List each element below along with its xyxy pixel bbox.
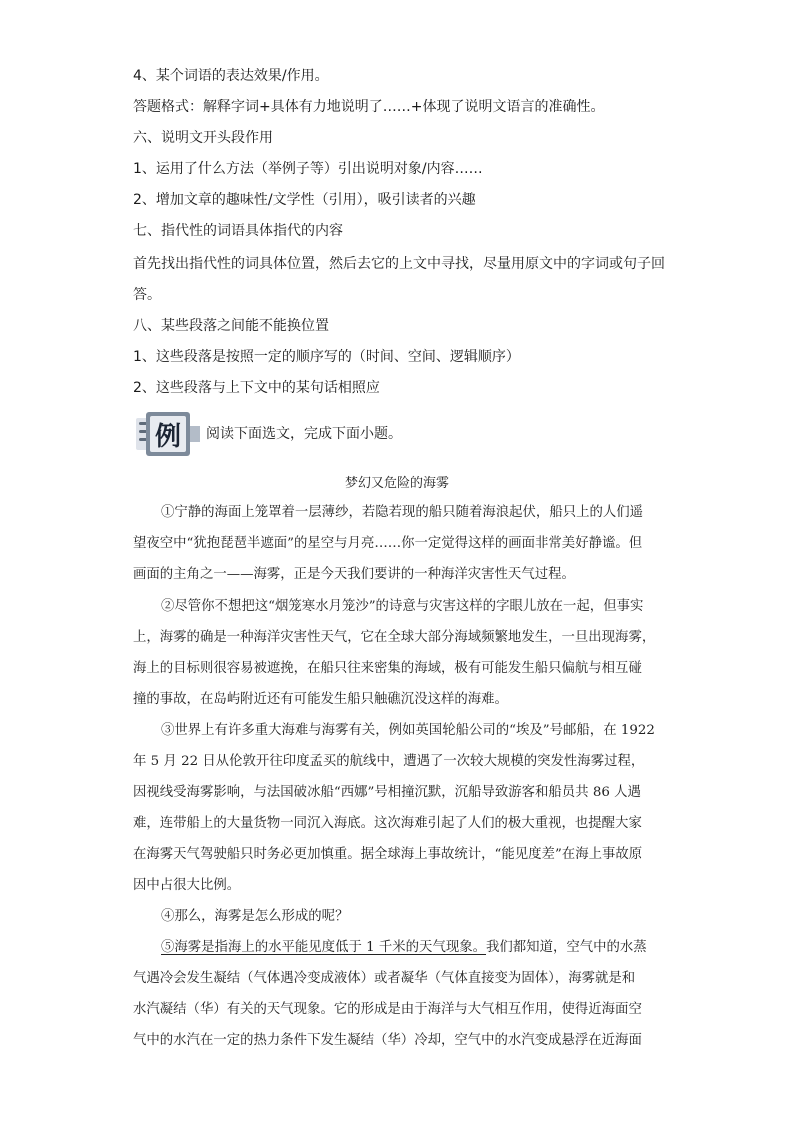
article-line: ②尽管你不想把这“烟笼寒水月笼沙”的诗意与灾害这样的字眼儿放在一起，但事实 bbox=[161, 599, 644, 614]
article-line: 因中占很大比例。 bbox=[133, 878, 241, 893]
section-heading: 六、说明文开头段作用 bbox=[133, 130, 273, 146]
section-heading: 八、某些段落之间能不能换位置 bbox=[133, 318, 329, 334]
article-line: 画面的主角之一——海雾，正是今天我们要讲的一种海洋灾害性天气过程。 bbox=[133, 567, 575, 582]
article-line bbox=[161, 938, 647, 958]
article-line: ③世界上有许多重大海难与海雾有关，例如英国轮船公司的“埃及”号邮船，在 1922 bbox=[161, 723, 655, 738]
example-badge-icon bbox=[136, 412, 200, 456]
article-line: ①宁静的海面上笼罩着一层薄纱，若隐若现的船只随着海浪起伏，船只上的人们遥 bbox=[161, 505, 644, 520]
article-line: 难，连带船上的大量货物一同沉入海底。这次海难引起了人们的极大重视，也提醒大家 bbox=[133, 816, 642, 831]
article-title: 梦幻又危险的海雾 bbox=[344, 476, 449, 491]
note-line: 答。 bbox=[133, 287, 161, 303]
article-line: 上，海雾的确是一种海洋灾害性天气，它在全球大部分海域频繁地发生，一旦出现海雾， bbox=[133, 630, 656, 645]
article-line: 望夜空中“犹抱琵琶半遮面”的星空与月亮……你一定觉得这样的画面非常美好静谧。但 bbox=[133, 536, 643, 551]
note-line: 答题格式：解释字词+具体有力地说明了……+体现了说明文语言的准确性。 bbox=[133, 99, 605, 115]
article-line: 在海雾天气驾驶船只时务必更加慎重。据全球海上事故统计，“能见度差”在海上事故原 bbox=[133, 847, 643, 862]
note-line: 2、这些段落与上下文中的某句话相照应 bbox=[133, 380, 380, 396]
article-line: 水汽凝结（华）有关的天气现象。它的形成是由于海洋与大气相互作用，使得近海面空 bbox=[133, 1002, 642, 1017]
section-heading: 七、指代性的词语具体指代的内容 bbox=[133, 223, 343, 239]
article-line: 气中的水汽在一定的热力条件下发生凝结（华）冷却，空气中的水汽变成悬浮在近海面 bbox=[133, 1033, 642, 1048]
article-line: 海上的目标则很容易被遮挽，在船只往来密集的海域，极有可能发生船只偏航与相互碰 bbox=[133, 661, 642, 676]
note-line: 1、这些段落是按照一定的顺序写的（时间、空间、逻辑顺序） bbox=[133, 349, 520, 365]
example-badge-char: 例 bbox=[150, 416, 186, 452]
note-line: 2、增加文章的趣味性/文学性（引用），吸引读者的兴趣 bbox=[133, 192, 476, 208]
article-line: 年 5 月 22 日从伦敦开往印度孟买的航线中，遭遇了一次较大规模的突发性海雾过程， bbox=[133, 754, 645, 769]
article-line: 气遇冷会发生凝结（气体遇冷变成液体）或者凝华（气体直接变为固体），海雾就是和 bbox=[133, 971, 636, 986]
note-line: 1、运用了什么方法（举例子等）引出说明对象/内容…… bbox=[133, 161, 483, 177]
article-line: 撞的事故，在岛屿附近还有可能发生船只触礁沉没这样的海难。 bbox=[133, 692, 508, 707]
note-line: 4、某个词语的表达效果/作用。 bbox=[133, 68, 329, 84]
example-instruction: 阅读下面选文，完成下面小题。 bbox=[206, 426, 402, 442]
underlined-sentence: ⑤海雾是指海上的水平能见度低于 1 千米的天气现象。 bbox=[161, 940, 487, 955]
note-line: 首先找出指代性的词具体位置，然后去它的上文中寻找，尽量用原文中的字词或句子回 bbox=[133, 256, 665, 272]
sentence-continuation: 我们都知道，空气中的水蒸 bbox=[486, 940, 647, 955]
article-line: 因视线受海雾影响，与法国破冰船“西娜”号相撞沉默，沉船导致游客和船员共 86 人遇 bbox=[133, 785, 641, 800]
article-line: ④那么，海雾是怎么形成的呢？ bbox=[161, 909, 349, 924]
